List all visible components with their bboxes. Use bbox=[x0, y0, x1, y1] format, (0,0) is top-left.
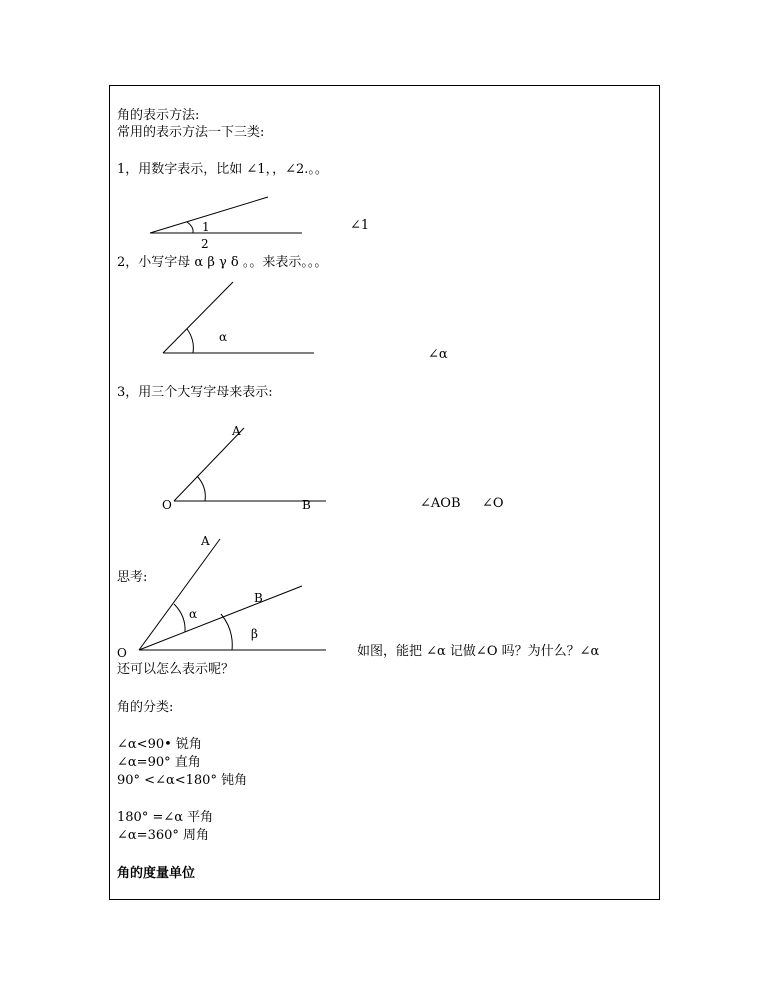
section-heading: 角的表示方法: bbox=[117, 108, 200, 123]
angle3-label-a: A bbox=[232, 424, 241, 438]
method3-notation-o: ∠O bbox=[482, 496, 504, 511]
method3-text: 3，用三个大写字母来表示: bbox=[117, 385, 273, 400]
think-label-beta: β bbox=[251, 627, 258, 641]
classification-item-acute: ∠α<90• 锐角 bbox=[117, 737, 202, 752]
angle1-label-2: 2 bbox=[201, 237, 209, 251]
section-subheading: 常用的表示方法一下三类: bbox=[117, 125, 265, 140]
method3-notation-aob: ∠AOB bbox=[420, 496, 461, 511]
method2-notation: ∠α bbox=[428, 347, 448, 362]
think-label-b: B bbox=[254, 591, 263, 605]
method1-text: 1，用数字表示，比如 ∠1，，∠2.。。 bbox=[117, 162, 328, 177]
classification-item-obtuse: 90° <∠α<180° 钝角 bbox=[117, 773, 248, 788]
think-question: 如图，能把 ∠α 记做∠O 吗？为什么？∠α bbox=[357, 644, 600, 659]
classification-heading: 角的分类: bbox=[117, 700, 174, 715]
method1-notation: ∠1 bbox=[350, 218, 370, 233]
classification-item-straight: 180° =∠α 平角 bbox=[117, 810, 214, 825]
units-heading: 角的度量单位 bbox=[117, 866, 196, 881]
angle3-label-b: B bbox=[302, 498, 311, 512]
think-label-o: O bbox=[117, 646, 127, 660]
classification-item-full: ∠α=360° 周角 bbox=[117, 828, 210, 843]
think-label-alpha: α bbox=[189, 607, 198, 621]
think-question-cont: 还可以怎么表示呢？ bbox=[117, 662, 235, 677]
method2-text: 2，小写字母 α β γ δ 。。来表示。。。 bbox=[117, 255, 328, 270]
think-label-a: A bbox=[201, 534, 210, 548]
angle1-label-1: 1 bbox=[202, 220, 210, 234]
angle2-label-alpha: α bbox=[219, 330, 228, 344]
angle3-label-o: O bbox=[162, 498, 172, 512]
think-label: 思考: bbox=[117, 570, 148, 585]
classification-item-right: ∠α=90° 直角 bbox=[117, 755, 201, 770]
